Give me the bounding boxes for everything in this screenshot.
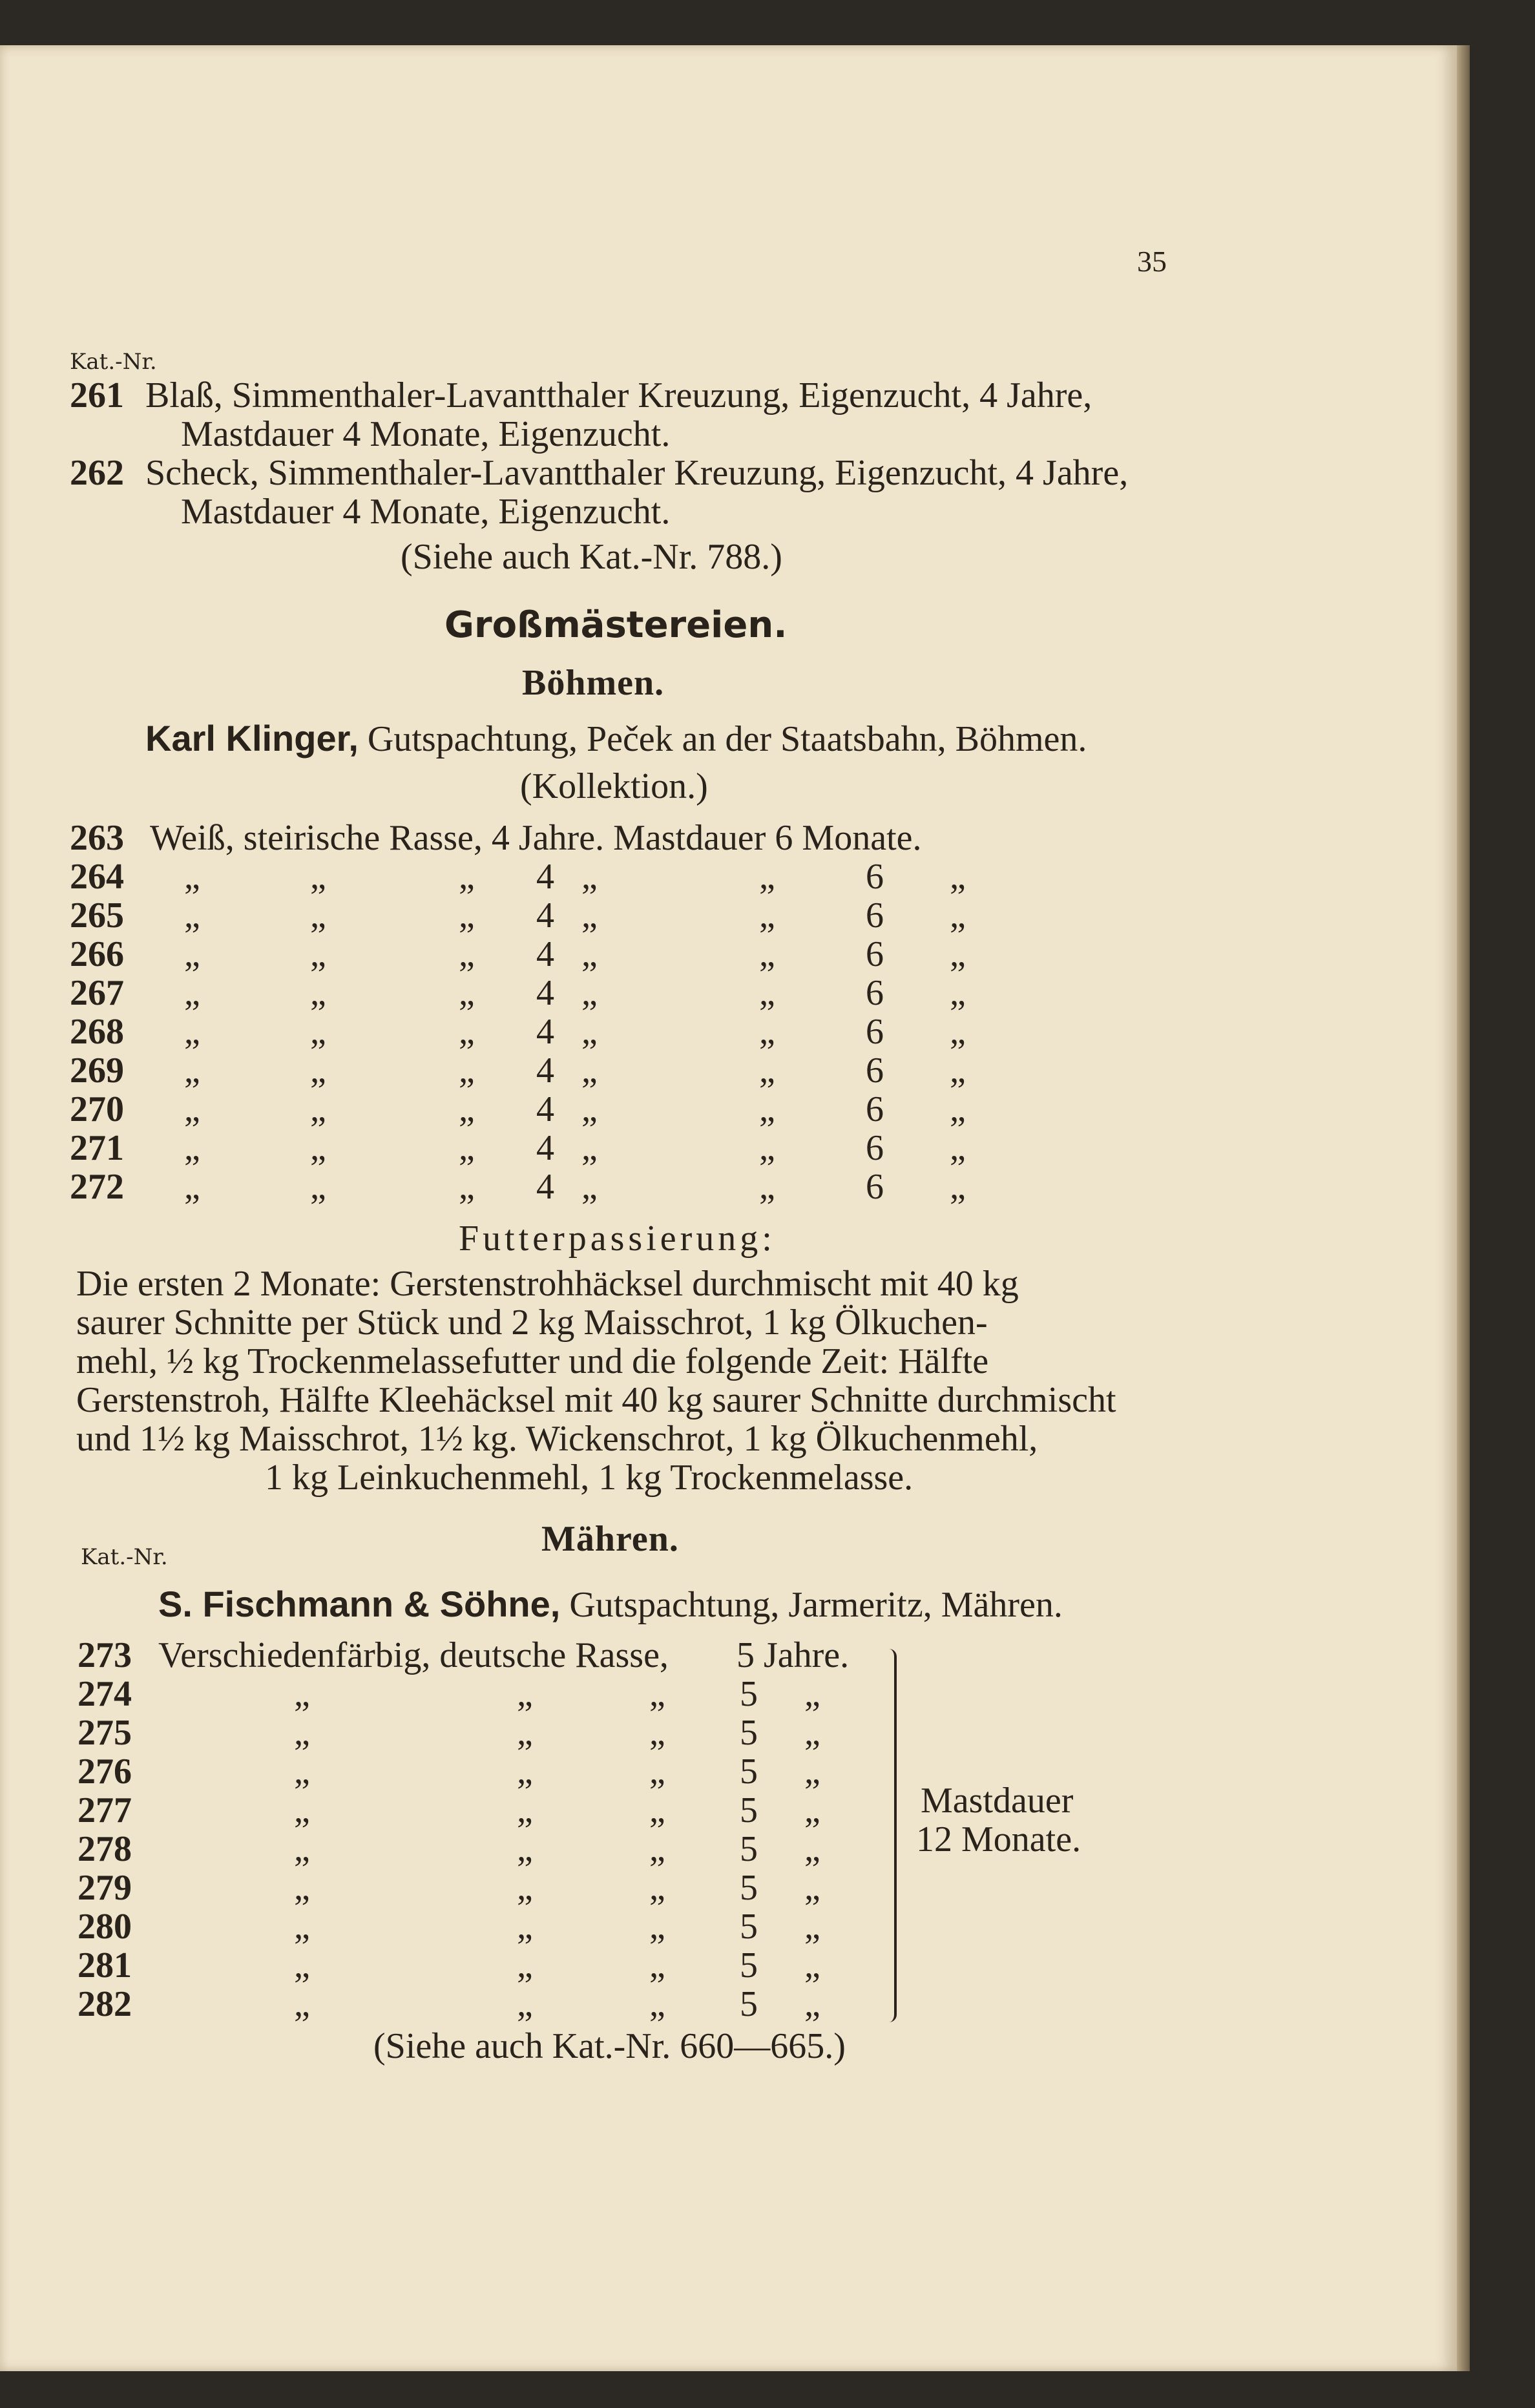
ditto-mark: „ <box>759 895 775 936</box>
entry-months: 6 <box>866 934 884 974</box>
list-item <box>0 1790 1457 1828</box>
entry-text: Scheck, Simmenthaler-Lavantthaler Kreuzung, Eigenzucht, 4 Jahre, <box>145 453 1129 493</box>
ditto-mark: „ <box>517 1829 533 1869</box>
ditto-mark: „ <box>294 1984 310 2024</box>
list-item <box>0 1089 1457 1127</box>
ditto-mark: „ <box>517 1868 533 1908</box>
entry-number: 267 <box>70 973 124 1013</box>
entry-text: Verschiedenfärbig, deutsche Rasse, <box>158 1635 669 1675</box>
entry-text: Mastdauer 4 Monate, Eigenzucht. <box>181 492 671 532</box>
owner-name: S. Fischmann & Söhne, <box>158 1584 561 1624</box>
entry-months: 6 <box>866 895 884 936</box>
ditto-mark: „ <box>581 1089 598 1129</box>
entry-number: 262 <box>70 453 124 493</box>
entry-years: 5 <box>740 1674 758 1714</box>
entry-text: Blaß, Simmenthaler-Lavantthaler Kreuzung, Eigenzucht, 4 Jahre, <box>145 375 1092 415</box>
owner-details: Gutspachtung, Peček an der Staatsbahn, Böhmen. <box>367 719 1087 759</box>
ditto-mark: „ <box>459 1012 475 1052</box>
ditto-mark: „ <box>294 1674 310 1714</box>
ditto-mark: „ <box>649 1752 665 1792</box>
katnr-label: Kat.-Nr. <box>70 349 157 375</box>
ditto-mark: „ <box>459 1128 475 1168</box>
owner-line <box>145 717 1087 760</box>
feeding-heading: Futterpassierung: <box>459 1219 776 1259</box>
ditto-mark: „ <box>294 1752 310 1792</box>
entry-years: 5 <box>740 1752 758 1792</box>
entry-number: 281 <box>78 1945 132 1985</box>
ditto-mark: „ <box>459 857 475 897</box>
ditto-mark: „ <box>310 895 326 936</box>
ditto-mark: „ <box>294 1868 310 1908</box>
entry-number: 272 <box>70 1167 124 1207</box>
ditto-mark: „ <box>310 1089 326 1129</box>
ditto-mark: „ <box>950 1012 966 1052</box>
list-item <box>0 972 1457 1011</box>
ditto-mark: „ <box>310 1051 326 1091</box>
ditto-mark: „ <box>517 1907 533 1947</box>
bracket <box>885 1649 897 2022</box>
ditto-mark: „ <box>184 1051 200 1091</box>
ditto-mark: „ <box>294 1790 310 1830</box>
ditto-mark: „ <box>459 934 475 974</box>
entry-number: 269 <box>70 1051 124 1091</box>
ditto-mark: „ <box>310 1167 326 1207</box>
list-item <box>0 1011 1457 1050</box>
ditto-mark: „ <box>649 1984 665 2024</box>
entry-years: 5 <box>740 1790 758 1830</box>
entry-years: 4 <box>536 1012 554 1052</box>
entry-years: 4 <box>536 1167 554 1207</box>
entry-years: 4 <box>536 1051 554 1091</box>
ditto-mark: „ <box>184 1089 200 1129</box>
ditto-mark: „ <box>184 1128 200 1168</box>
entry-years: 5 <box>740 1945 758 1985</box>
ditto-mark: „ <box>184 1012 200 1052</box>
ditto-mark: „ <box>950 973 966 1013</box>
entry-number: 266 <box>70 934 124 974</box>
entry-years: 4 <box>536 1128 554 1168</box>
ditto-mark: „ <box>517 1984 533 2024</box>
entry-years: 5 <box>740 1868 758 1908</box>
ditto-mark: „ <box>517 1674 533 1714</box>
ditto-mark: „ <box>804 1868 820 1908</box>
ditto-mark: „ <box>759 934 775 974</box>
ditto-mark: „ <box>950 1089 966 1129</box>
list-item <box>0 1828 1457 1867</box>
ditto-mark: „ <box>804 1790 820 1830</box>
list-item <box>0 1867 1457 1906</box>
ditto-mark: „ <box>184 857 200 897</box>
owner-details: Gutspachtung, Jarmeritz, Mähren. <box>569 1585 1063 1625</box>
ditto-mark: „ <box>581 934 598 974</box>
entry-years: 4 <box>536 857 554 897</box>
ditto-mark: „ <box>459 1089 475 1129</box>
ditto-mark: „ <box>184 1167 200 1207</box>
feeding-line: Gerstenstroh, Hälfte Kleehäcksel mit 40 kg saurer Schnitte durchmischt <box>76 1380 1116 1420</box>
list-item <box>0 1906 1457 1945</box>
entry-number: 273 <box>78 1635 132 1675</box>
entry-years: 5 Jahre. <box>736 1635 850 1675</box>
ditto-mark: „ <box>804 1752 820 1792</box>
ditto-mark: „ <box>294 1907 310 1947</box>
entry-years: 4 <box>536 895 554 936</box>
section-heading: Großmästereien. <box>444 604 788 646</box>
ditto-mark: „ <box>581 895 598 936</box>
ditto-mark: „ <box>950 1051 966 1091</box>
see-also-note: (Siehe auch Kat.-Nr. 788.) <box>401 537 782 577</box>
ditto-mark: „ <box>581 1167 598 1207</box>
ditto-mark: „ <box>184 973 200 1013</box>
feeding-line: 1 kg Leinkuchenmehl, 1 kg Trockenmelasse. <box>265 1458 914 1498</box>
ditto-mark: „ <box>310 1012 326 1052</box>
ditto-mark: „ <box>184 895 200 936</box>
ditto-mark: „ <box>950 1128 966 1168</box>
entry-months: 6 <box>866 1167 884 1207</box>
entry-number: 264 <box>70 857 124 897</box>
entry-number: 274 <box>78 1674 132 1714</box>
bracket-note: Mastdauer <box>921 1781 1074 1821</box>
ditto-mark: „ <box>649 1907 665 1947</box>
ditto-mark: „ <box>517 1752 533 1792</box>
ditto-mark: „ <box>804 1984 820 2024</box>
ditto-mark: „ <box>649 1713 665 1753</box>
list-item <box>0 1751 1457 1790</box>
entry-number: 280 <box>78 1907 132 1947</box>
ditto-mark: „ <box>649 1790 665 1830</box>
entry-months: 6 <box>866 1128 884 1168</box>
ditto-mark: „ <box>517 1790 533 1830</box>
list-item <box>0 1127 1457 1166</box>
ditto-mark: „ <box>310 857 326 897</box>
feeding-line: und 1½ kg Maisschrot, 1½ kg. Wickenschrot, 1 kg Ölkuchenmehl, <box>76 1419 1038 1459</box>
ditto-mark: „ <box>804 1674 820 1714</box>
list-item <box>0 1050 1457 1089</box>
region-heading: Mähren. <box>541 1519 679 1559</box>
entry-years: 5 <box>740 1713 758 1753</box>
ditto-mark: „ <box>459 973 475 1013</box>
region-heading: Böhmen. <box>522 663 665 703</box>
ditto-mark: „ <box>804 1907 820 1947</box>
ditto-mark: „ <box>310 1128 326 1168</box>
ditto-mark: „ <box>649 1674 665 1714</box>
feeding-line: mehl, ½ kg Trockenmelassefutter und die folgende Zeit: Hälfte <box>76 1341 989 1381</box>
ditto-mark: „ <box>581 1012 598 1052</box>
page-number: 35 <box>1137 245 1167 278</box>
entry-months: 6 <box>866 1089 884 1129</box>
see-also-note: (Siehe auch Kat.-Nr. 660—665.) <box>373 2026 846 2066</box>
feeding-line: saurer Schnitte per Stück und 2 kg Maisschrot, 1 kg Ölkuchen- <box>76 1303 988 1343</box>
ditto-mark: „ <box>581 857 598 897</box>
entry-number: 277 <box>78 1790 132 1830</box>
ditto-mark: „ <box>581 1051 598 1091</box>
list-item <box>0 1166 1457 1205</box>
ditto-mark: „ <box>310 934 326 974</box>
entry-number: 270 <box>70 1089 124 1129</box>
entry-years: 4 <box>536 973 554 1013</box>
ditto-mark: „ <box>950 934 966 974</box>
owner-line <box>158 1583 1063 1626</box>
list-item <box>0 934 1457 972</box>
ditto-mark: „ <box>804 1945 820 1985</box>
entry-months: 6 <box>866 973 884 1013</box>
ditto-mark: „ <box>184 934 200 974</box>
ditto-mark: „ <box>759 1012 775 1052</box>
collection-note: (Kollektion.) <box>520 766 708 806</box>
bracket-note: 12 Monate. <box>916 1819 1081 1859</box>
ditto-mark: „ <box>459 1167 475 1207</box>
ditto-mark: „ <box>459 895 475 936</box>
ditto-mark: „ <box>517 1945 533 1985</box>
entry-number: 261 <box>70 375 124 415</box>
entry-months: 6 <box>866 1012 884 1052</box>
ditto-mark: „ <box>294 1829 310 1869</box>
entry-number: 263 <box>70 818 124 858</box>
entry-text: Weiß, steirische Rasse, 4 Jahre. Mastdauer 6 Monate. <box>150 818 922 858</box>
ditto-mark: „ <box>759 1051 775 1091</box>
ditto-mark: „ <box>294 1713 310 1753</box>
ditto-mark: „ <box>759 1128 775 1168</box>
ditto-mark: „ <box>310 973 326 1013</box>
katnr-label: Kat.-Nr. <box>81 1544 168 1570</box>
entry-years: 5 <box>740 1829 758 1869</box>
ditto-mark: „ <box>459 1051 475 1091</box>
entry-text: Mastdauer 4 Monate, Eigenzucht. <box>181 414 671 454</box>
ditto-mark: „ <box>517 1713 533 1753</box>
list-item <box>0 856 1457 895</box>
ditto-mark: „ <box>950 895 966 936</box>
entry-number: 265 <box>70 895 124 936</box>
entry-number: 279 <box>78 1868 132 1908</box>
list-item <box>0 895 1457 934</box>
list-item <box>0 1712 1457 1751</box>
ditto-mark: „ <box>759 973 775 1013</box>
ditto-mark: „ <box>759 857 775 897</box>
ditto-mark: „ <box>649 1829 665 1869</box>
ditto-mark: „ <box>804 1713 820 1753</box>
ditto-mark: „ <box>581 973 598 1013</box>
ditto-mark: „ <box>950 857 966 897</box>
entry-years: 5 <box>740 1984 758 2024</box>
entry-years: 4 <box>536 934 554 974</box>
entry-number: 276 <box>78 1752 132 1792</box>
entry-years: 4 <box>536 1089 554 1129</box>
page-edge <box>1457 45 1470 2371</box>
ditto-mark: „ <box>950 1167 966 1207</box>
feeding-line: Die ersten 2 Monate: Gerstenstrohhäcksel durchmischt mit 40 kg <box>76 1264 1019 1304</box>
ditto-mark: „ <box>759 1089 775 1129</box>
entry-months: 6 <box>866 1051 884 1091</box>
entry-months: 6 <box>866 857 884 897</box>
entry-years: 5 <box>740 1907 758 1947</box>
list-item <box>0 1945 1457 1984</box>
entry-number: 278 <box>78 1829 132 1869</box>
entry-number: 268 <box>70 1012 124 1052</box>
ditto-mark: „ <box>649 1945 665 1985</box>
ditto-mark: „ <box>759 1167 775 1207</box>
owner-name: Karl Klinger, <box>145 718 359 759</box>
entry-number: 271 <box>70 1128 124 1168</box>
list-item <box>0 1673 1457 1712</box>
entry-number: 282 <box>78 1984 132 2024</box>
ditto-mark: „ <box>649 1868 665 1908</box>
ditto-mark: „ <box>581 1128 598 1168</box>
ditto-mark: „ <box>804 1829 820 1869</box>
ditto-mark: „ <box>294 1945 310 1985</box>
entry-number: 275 <box>78 1713 132 1753</box>
list-item <box>0 1984 1457 2022</box>
